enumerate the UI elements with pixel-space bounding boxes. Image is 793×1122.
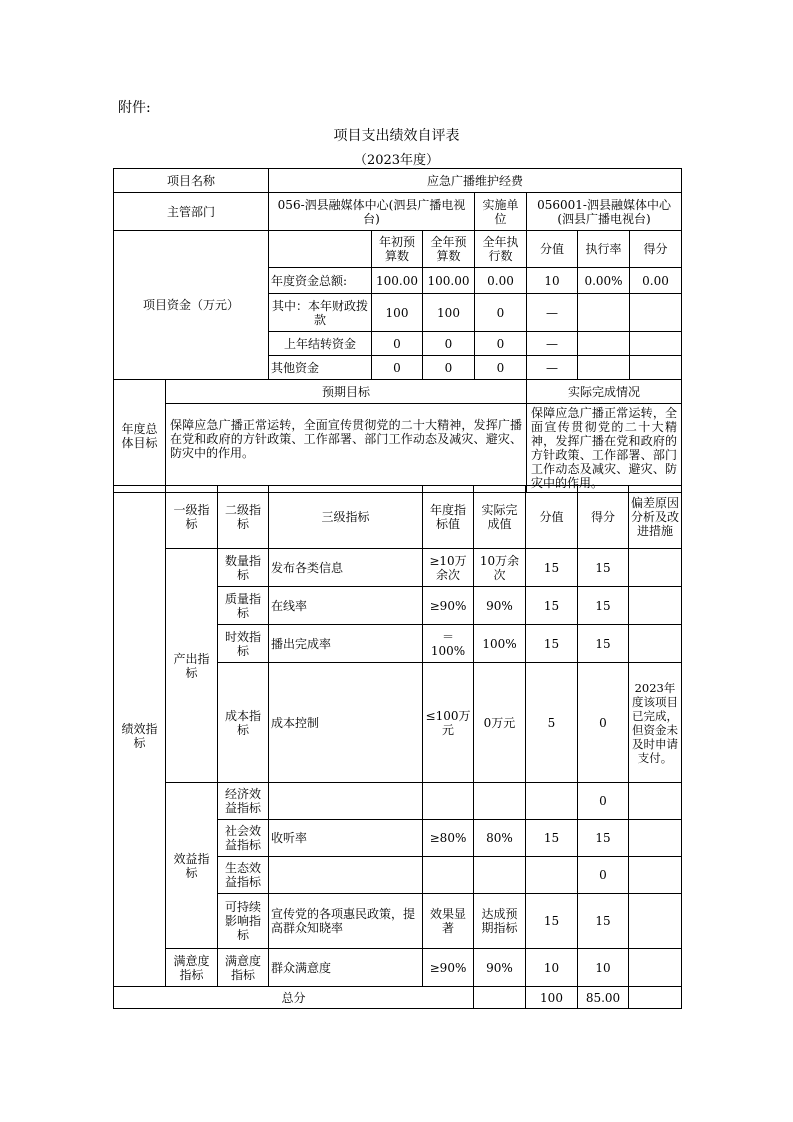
- score-cell: 0: [578, 783, 629, 820]
- funds-cell: [578, 356, 630, 380]
- score-cell: 15: [578, 549, 629, 587]
- funds-row-label: 上年结转资金: [269, 332, 372, 356]
- output-indicator-label: 产出指标: [166, 549, 218, 783]
- actual-result-header: 实际完成情况: [527, 380, 682, 404]
- score-value-cell: 15: [526, 625, 578, 663]
- total-deviation: [629, 987, 682, 1009]
- funds-header-score: 得分: [630, 231, 682, 268]
- funds-cell: [578, 332, 630, 356]
- funds-cell: 0: [372, 356, 423, 380]
- score-value-cell: [526, 857, 578, 894]
- actual-cell: 100%: [474, 625, 526, 663]
- total-score: 85.00: [578, 987, 629, 1009]
- funds-cell: 0.00%: [578, 268, 630, 294]
- score-cell: 0: [578, 857, 629, 894]
- level3-cell: [269, 783, 423, 820]
- score-value-cell: 15: [526, 894, 578, 949]
- funds-cell: 0: [475, 294, 527, 332]
- level1-header: 一级指标: [166, 486, 218, 549]
- funds-cell: 0: [372, 332, 423, 356]
- self-evaluation-table: [113, 168, 682, 493]
- actual-header: 实际完成值: [474, 486, 526, 549]
- indicator-table: [113, 485, 682, 987]
- level3-cell: 在线率: [269, 587, 423, 625]
- level3-cell: 宣传党的各项惠民政策，提高群众知晓率: [269, 894, 423, 949]
- level3-cell: 成本控制: [269, 663, 423, 783]
- target-cell: [423, 857, 474, 894]
- deviation-cell: [629, 783, 682, 820]
- page-title: 项目支出绩效自评表: [333, 128, 460, 144]
- funds-cell: [630, 356, 682, 380]
- level3-cell: 播出完成率: [269, 625, 423, 663]
- funds-cell: 100: [372, 294, 423, 332]
- actual-result-text: 保障应急广播正常运转，全面宣传贯彻党的二十大精神，发挥广播在党和政府的方针政策、工作部署、部门工作动态及减灾、避灾、防灾中的作用。: [527, 404, 682, 493]
- funds-cell: —: [527, 356, 578, 380]
- score-value-cell: [526, 783, 578, 820]
- report-year: （2023年度）: [353, 153, 440, 168]
- funds-cell: 0: [475, 356, 527, 380]
- score-value-cell: 10: [526, 949, 578, 987]
- level3-cell: 收听率: [269, 820, 423, 857]
- funds-header-annual: 全年预算数: [423, 231, 475, 268]
- deviation-cell: [629, 949, 682, 987]
- funds-cell: —: [527, 332, 578, 356]
- deviation-cell: [629, 820, 682, 857]
- score-cell: 15: [578, 820, 629, 857]
- level2-cell: 时效指标: [218, 625, 269, 663]
- score-value-cell: 5: [526, 663, 578, 783]
- funds-header-executed: 全年执行数: [475, 231, 527, 268]
- funds-cell: 100.00: [423, 268, 475, 294]
- funds-cell: 100: [423, 294, 475, 332]
- funds-cell: 100.00: [372, 268, 423, 294]
- attachment-label: 附件:: [118, 100, 151, 116]
- funds-cell: —: [527, 294, 578, 332]
- funds-cell: [578, 294, 630, 332]
- level3-cell: [269, 857, 423, 894]
- target-cell: ＝100%: [423, 625, 474, 663]
- funds-label: 项目资金（万元）: [114, 231, 269, 380]
- level2-cell: 社会效益指标: [218, 820, 269, 857]
- target-cell: [423, 783, 474, 820]
- deviation-cell: [629, 587, 682, 625]
- total-table: [113, 986, 682, 1009]
- target-cell: ≥10万余次: [423, 549, 474, 587]
- funds-cell: 10: [527, 268, 578, 294]
- score-header: 得分: [578, 486, 629, 549]
- funds-row-label: 其他资金: [269, 356, 372, 380]
- annual-goal-label: 年度总体目标: [114, 380, 166, 493]
- actual-cell: 90%: [474, 949, 526, 987]
- total-label: 总分: [114, 987, 474, 1009]
- funds-cell: 0.00: [630, 268, 682, 294]
- total-blank: [474, 987, 526, 1009]
- level2-cell: 数量指标: [218, 549, 269, 587]
- target-cell: ≤100万元: [423, 663, 474, 783]
- score-cell: 15: [578, 894, 629, 949]
- funds-cell: 0: [423, 356, 475, 380]
- satisfaction-indicator-label: 满意度指标: [166, 949, 218, 987]
- deviation-cell: [629, 857, 682, 894]
- benefit-indicator-label: 效益指标: [166, 783, 218, 949]
- score-value-cell: 15: [526, 549, 578, 587]
- level2-cell: 成本指标: [218, 663, 269, 783]
- deviation-cell: [629, 894, 682, 949]
- target-cell: ≥90%: [423, 587, 474, 625]
- level2-cell: 生态效益指标: [218, 857, 269, 894]
- funds-row-label: 其中：本年财政拨款: [269, 294, 372, 332]
- target-header: 年度指标值: [423, 486, 474, 549]
- funds-cell: [630, 294, 682, 332]
- actual-cell: 10万余次: [474, 549, 526, 587]
- deviation-cell: 2023年度该项目已完成，但资金未及时申请支付。: [629, 663, 682, 783]
- score-cell: 0: [578, 663, 629, 783]
- target-cell: ≥90%: [423, 949, 474, 987]
- deviation-cell: [629, 549, 682, 587]
- score-cell: 15: [578, 587, 629, 625]
- target-cell: ≥80%: [423, 820, 474, 857]
- impl-unit-value: 056001-泗县融媒体中心(泗县广播电视台): [527, 193, 682, 231]
- funds-cell: 0: [475, 332, 527, 356]
- deviation-header: 偏差原因分析及改进措施: [629, 486, 682, 549]
- expected-goal-header: 预期目标: [166, 380, 527, 404]
- actual-cell: 0万元: [474, 663, 526, 783]
- funds-cell: 0.00: [475, 268, 527, 294]
- score-value-cell: 15: [526, 587, 578, 625]
- actual-cell: 80%: [474, 820, 526, 857]
- level2-cell: 可持续影响指标: [218, 894, 269, 949]
- deviation-cell: [629, 625, 682, 663]
- score-cell: 15: [578, 625, 629, 663]
- funds-header-initial: 年初预算数: [372, 231, 423, 268]
- total-score-value: 100: [526, 987, 578, 1009]
- actual-cell: 90%: [474, 587, 526, 625]
- project-name-label: 项目名称: [114, 169, 269, 193]
- level2-cell: 满意度指标: [218, 949, 269, 987]
- level3-cell: 群众满意度: [269, 949, 423, 987]
- level3-cell: 发布各类信息: [269, 549, 423, 587]
- project-name-value: 应急广播维护经费: [269, 169, 682, 193]
- level3-header: 三级指标: [269, 486, 423, 549]
- funds-cell: 0: [423, 332, 475, 356]
- actual-cell: 达成预期指标: [474, 894, 526, 949]
- dept-value: 056-泗县融媒体中心(泗县广播电视台): [269, 193, 475, 231]
- funds-row-label: 年度资金总额:: [269, 268, 372, 294]
- score-value-header: 分值: [526, 486, 578, 549]
- funds-header-rate: 执行率: [578, 231, 630, 268]
- actual-cell: [474, 857, 526, 894]
- target-cell: 效果显著: [423, 894, 474, 949]
- funds-header-score-value: 分值: [527, 231, 578, 268]
- expected-goal-text: 保障应急广播正常运转，全面宣传贯彻党的二十大精神，发挥广播在党和政府的方针政策、工作部署、部门工作动态及减灾、避灾、防灾中的作用。: [166, 404, 527, 493]
- score-value-cell: 15: [526, 820, 578, 857]
- funds-cell: [630, 332, 682, 356]
- impl-unit-label: 实施单位: [475, 193, 527, 231]
- score-cell: 10: [578, 949, 629, 987]
- level2-cell: 质量指标: [218, 587, 269, 625]
- actual-cell: [474, 783, 526, 820]
- dept-label: 主管部门: [114, 193, 269, 231]
- level2-header: 二级指标: [218, 486, 269, 549]
- level2-cell: 经济效益指标: [218, 783, 269, 820]
- indicators-label: 绩效指标: [114, 486, 166, 987]
- funds-header-blank: [269, 231, 372, 268]
